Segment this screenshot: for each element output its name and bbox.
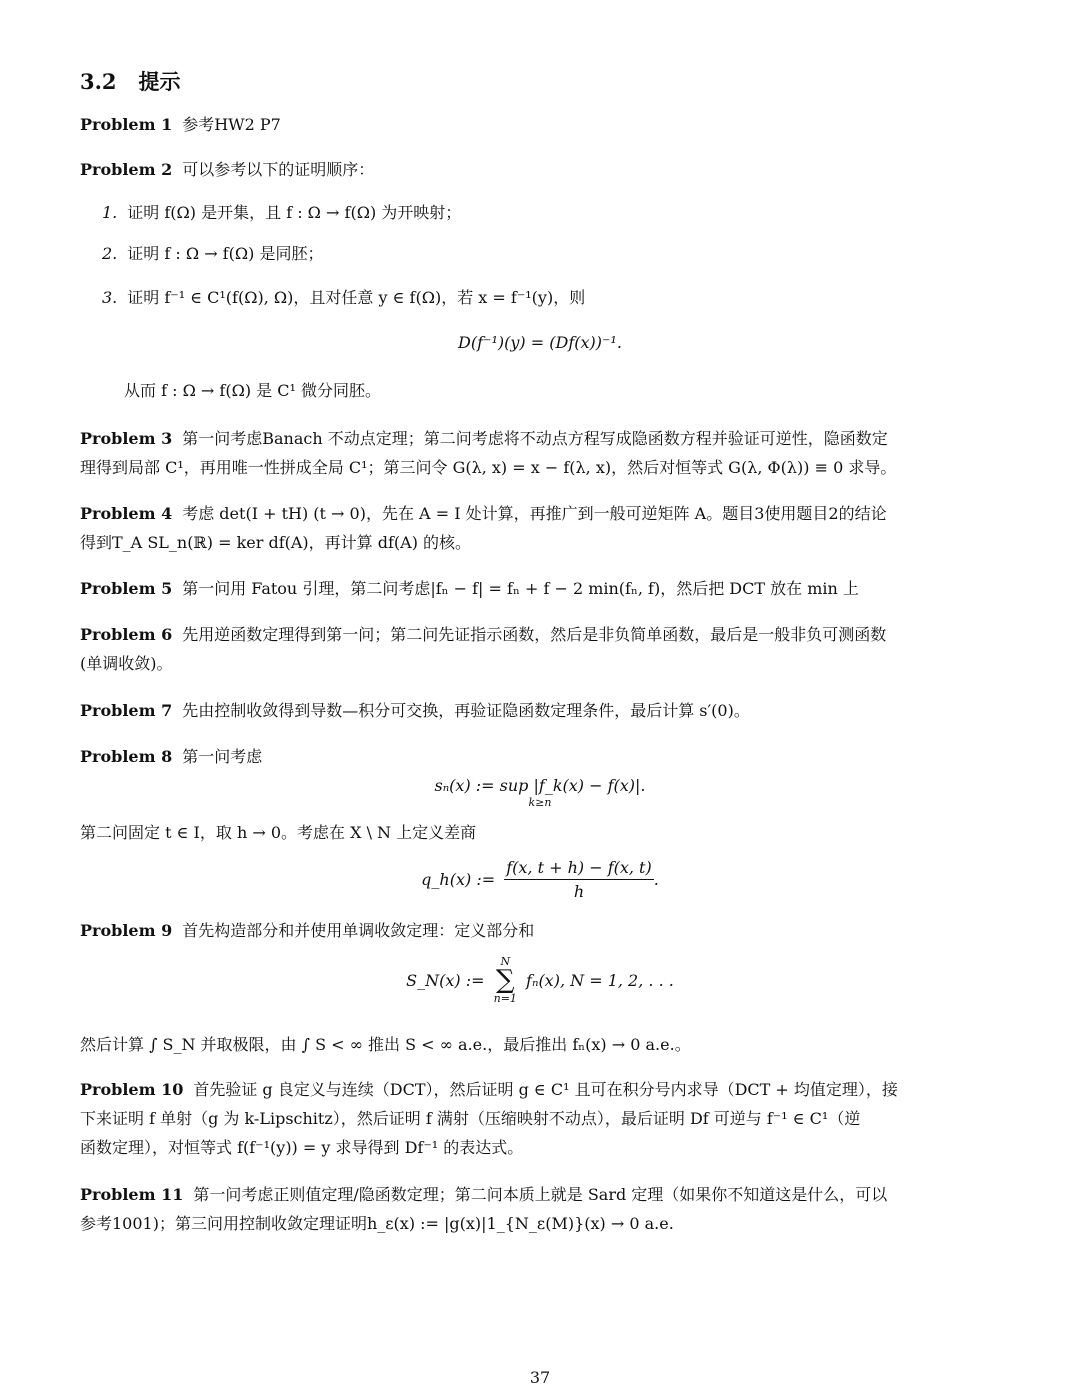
problem-6-line-2: (单调收敛)。	[80, 654, 173, 673]
display-formula-sup	[80, 776, 1000, 795]
formula-text: sₙ(x) := sup |f_k(x) − f(x)|.	[434, 776, 646, 795]
list-text: 证明 f : Ω → f(Ω) 是同胚；	[127, 244, 324, 263]
formula-subscript: k≥n	[528, 796, 552, 809]
fraction-numerator: f(x, t + h) − f(x, t)	[504, 858, 654, 880]
problem-text: 考虑 det(I + tH) (t → 0)，先在 A = I 处计算，再推广到一般可逆矩阵 A。题目3使用题目2的结论	[182, 504, 887, 523]
problem-10-line-3: 函数定理），对恒等式 f(f⁻¹(y)) = y 求导得到 Df⁻¹ 的表达式。	[80, 1138, 524, 1157]
list-number: 3.	[102, 288, 118, 307]
problem-text: 第一问考虑	[182, 747, 263, 766]
problem-11-line-2: 参考1001)；第三问用控制收敛定理证明h_ε(x) := |g(x)|1_{N_ε(M)}(x) → 0 a.e.	[80, 1214, 674, 1233]
problem-label: Problem 1	[80, 115, 173, 134]
problem-4	[80, 499, 1000, 528]
problem-4-line-2: 得到T_A SL_n(ℝ) = ker df(A)，再计算 df(A) 的核。	[80, 533, 472, 552]
sum-lower: n=1	[493, 992, 517, 1005]
problem-label: Problem 6	[80, 625, 173, 644]
problem-label: Problem 9	[80, 921, 173, 940]
list-item	[102, 240, 323, 268]
period: .	[653, 870, 659, 889]
problem-2	[80, 155, 1000, 184]
list-number: 2.	[102, 244, 118, 263]
problem-10	[80, 1075, 1000, 1104]
problem-text: 参考HW2 P7	[182, 115, 281, 134]
list-item	[102, 199, 461, 227]
section-title: 提示	[138, 69, 181, 94]
problem-label: Problem 7	[80, 701, 173, 720]
problem-text: 先用逆函数定理得到第一问；第二问先证指示函数，然后是非负简单函数，最后是一般非负可测函数	[182, 625, 887, 644]
list-number: 1.	[102, 203, 118, 222]
problem-text: 先由控制收敛得到导数—积分可交换，再验证隐函数定理条件，最后计算 s′(0)。	[182, 701, 750, 720]
problem-11	[80, 1180, 1000, 1209]
problem-text: 首先验证 g 良定义与连续（DCT），然后证明 g ∈ C¹ 且可在积分号内求导（DCT + 均值定理），接	[193, 1080, 898, 1099]
problem-label: Problem 5	[80, 579, 173, 598]
display-formula-sum	[80, 955, 1000, 1005]
problem-label: Problem 8	[80, 747, 173, 766]
problem-8-middle: 第二问固定 t ∈ I，取 h → 0。考虑在 X \ N 上定义差商	[80, 823, 477, 842]
problem-label: Problem 11	[80, 1185, 184, 1204]
display-formula: D(f⁻¹)(y) = (Df(x))⁻¹.	[458, 333, 622, 352]
formula-rhs: fₙ(x), N = 1, 2, . . .	[526, 970, 674, 990]
problem-7	[80, 696, 1000, 725]
display-formula-fraction	[80, 858, 1000, 901]
problem-3	[80, 424, 1000, 453]
problem-6	[80, 620, 1000, 649]
sum-upper: N	[500, 955, 511, 968]
problem-text: 第一问考虑正则值定理/隐函数定理；第二问本质上就是 Sard 定理（如果你不知道这是什么，可以	[193, 1185, 888, 1204]
problem-9	[80, 916, 1000, 945]
section-number: 3.2	[80, 69, 117, 94]
sigma-symbol: ∑	[496, 965, 515, 995]
problem-label: Problem 3	[80, 429, 173, 448]
problem-10-line-2: 下来证明 f 单射（g 为 k-Lipschitz），然后证明 f 满射（压缩映射不动点），最后证明 Df 可逆与 f⁻¹ ∈ C¹（逆	[80, 1109, 861, 1128]
summation	[494, 955, 517, 1005]
formula-lhs: S_N(x) :=	[406, 970, 485, 990]
conclusion-text: 从而 f : Ω → f(Ω) 是 C¹ 微分同胚。	[124, 381, 382, 400]
problem-label: Problem 10	[80, 1080, 184, 1099]
problem-8	[80, 742, 1000, 771]
fraction-denominator: h	[573, 882, 585, 901]
problem-5	[80, 574, 1000, 603]
problem-text: 第一问用 Fatou 引理，第二问考虑|fₙ − f| = fₙ + f − 2 min(fₙ, f)，然后把 DCT 放在 min 上	[182, 579, 859, 598]
problem-1	[80, 110, 1000, 139]
fraction	[504, 858, 654, 901]
formula-lhs: q_h(x) :=	[421, 870, 496, 889]
problem-label: Problem 2	[80, 160, 173, 179]
problem-label: Problem 4	[80, 504, 173, 523]
page-number: 37	[529, 1368, 551, 1387]
problem-text: 可以参考以下的证明顺序：	[182, 160, 375, 179]
list-text: 证明 f⁻¹ ∈ C¹(f(Ω), Ω)，且对任意 y ∈ f(Ω)，若 x = f⁻¹(y)，则	[127, 288, 586, 307]
problem-text: 首先构造部分和并使用单调收敛定理：定义部分和	[182, 921, 535, 940]
problem-text: 第一问考虑Banach 不动点定理；第二问考虑将不动点方程写成隐函数方程并验证可逆性，隐函数定	[182, 429, 888, 448]
section-heading	[80, 66, 181, 96]
list-text: 证明 f(Ω) 是开集，且 f : Ω → f(Ω) 为开映射；	[127, 203, 462, 222]
problem-9-after: 然后计算 ∫ S_N 并取极限，由 ∫ S < ∞ 推出 S < ∞ a.e.，最后推出 fₙ(x) → 0 a.e.。	[80, 1035, 691, 1054]
list-item	[102, 284, 585, 312]
problem-3-line-2: 理得到局部 C¹，再用唯一性拼成全局 C¹；第三问令 G(λ, x) = x − f(λ, x)，然后对恒等式 G(λ, Φ(λ)) ≡ 0 求导。	[80, 458, 897, 477]
